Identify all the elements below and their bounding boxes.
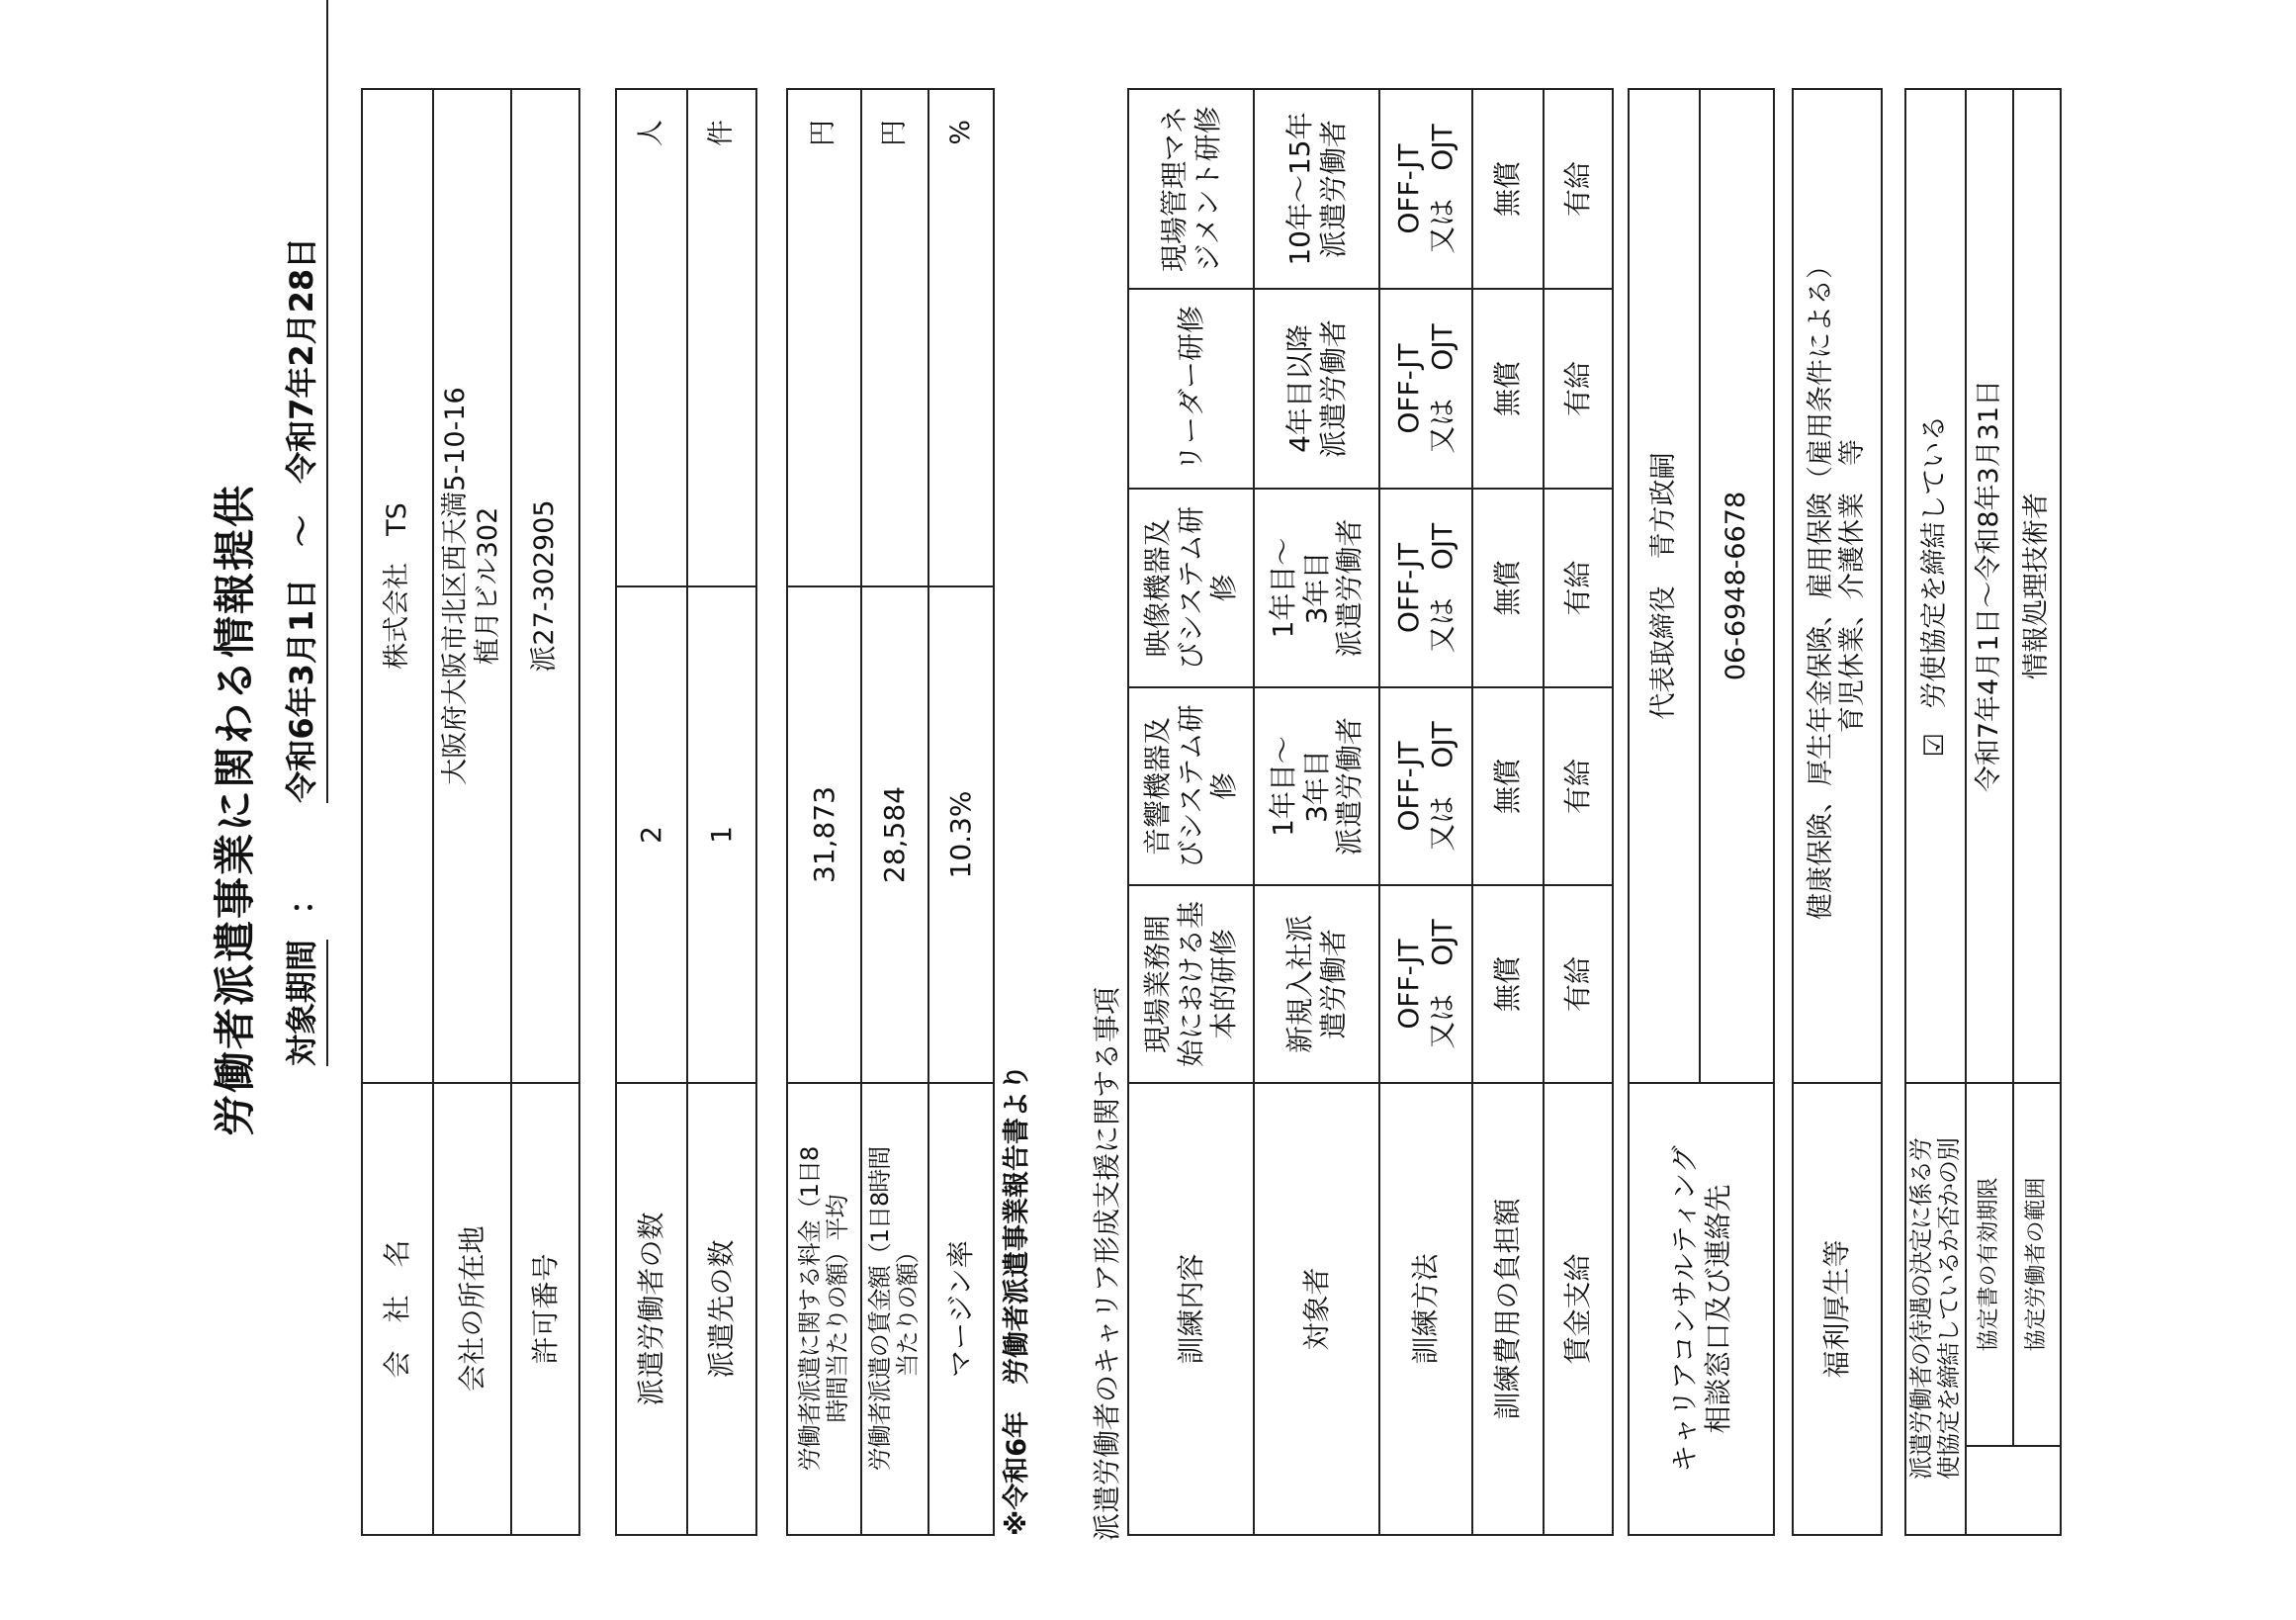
fee-row (787, 89, 861, 1535)
license-label: 許可番号 (511, 1083, 579, 1535)
client-count-row (687, 89, 756, 1535)
text-line: 音響機器及 (1141, 717, 1175, 856)
welfare-value (1793, 89, 1882, 1083)
margin-unit: % (928, 89, 994, 586)
career-cost-cell: 無償 (1472, 289, 1544, 489)
text-line: 現場管理マネ (1157, 106, 1191, 273)
fee-label-line-1: 労働者派遣に関する料金（1日8 (795, 1146, 824, 1472)
career-method-cell (1379, 687, 1472, 885)
agreement-label (1905, 1083, 1966, 1535)
career-cost-cell: 無償 (1472, 687, 1544, 885)
period-value: 令和6年3月1日 ～ 令和7年2月28日 (277, 0, 328, 803)
text-line: 派遣労働者 (1333, 717, 1367, 856)
career-method-cell (1379, 489, 1472, 687)
worker-count-label: 派遣労働者の数 (616, 1083, 687, 1535)
text-line: OFF-JT (1392, 143, 1426, 234)
consult-name-row (1629, 89, 1700, 1535)
margin-value: 10.3% (928, 586, 994, 1083)
text-line: 1年目～ (1267, 736, 1300, 837)
scope-row (2013, 89, 2061, 1535)
license-row (511, 89, 579, 1535)
text-line: 4年目以降 (1282, 324, 1316, 453)
text-line: 派遣労働者 (1316, 120, 1350, 259)
career-target-row (1254, 89, 1379, 1535)
text-line: 又は OJT (1426, 919, 1458, 1049)
text-line: 又は OJT (1426, 721, 1458, 852)
text-line: OFF-JT (1392, 741, 1426, 832)
agreement-table (1904, 88, 2062, 1536)
text-line: 3年目 (1299, 750, 1333, 823)
career-wage-row (1544, 89, 1613, 1535)
company-address-label: 会社の所在地 (433, 1083, 511, 1535)
agreement-label-line-1: 派遣労働者の待遇の決定に係る労 (1907, 1138, 1935, 1480)
career-method-cell (1379, 289, 1472, 489)
career-cost-row (1472, 89, 1544, 1535)
agreement-blank-cell (1966, 1446, 2061, 1535)
fees-table (786, 88, 995, 1536)
career-target-cell (1254, 289, 1379, 489)
career-cost-cell: 無償 (1472, 489, 1544, 687)
text-line: 又は OJT (1426, 323, 1458, 454)
career-wage-label: 賃金支給 (1544, 1083, 1613, 1535)
agreement-status: 労使協定を締結している (1919, 414, 1951, 709)
margin-label: マージン率 (928, 1083, 994, 1535)
text-line: 遣労働者 (1316, 929, 1350, 1040)
career-content-cell (1128, 289, 1254, 489)
margin-row (928, 89, 994, 1535)
company-address-row (433, 89, 511, 1535)
career-content-cell (1128, 89, 1254, 289)
text-line: OFF-JT (1392, 939, 1426, 1030)
career-content-label: 訓練内容 (1128, 1083, 1254, 1535)
welfare-value-line-1: 健康保険、厚生年金保険、雇用保険（雇用条件による） (1805, 252, 1836, 920)
scope-value: 情報処理技術者 (2013, 89, 2061, 1083)
text-line: 又は OJT (1426, 124, 1458, 254)
client-count-label: 派遣先の数 (687, 1083, 756, 1535)
wage-row (861, 89, 928, 1535)
company-address-value (433, 89, 511, 1083)
consult-label-line-1: キャリアコンサルティング (1667, 1145, 1701, 1473)
company-name-value: 株式会社 TS (362, 89, 433, 1083)
career-wage-cell: 有給 (1544, 289, 1613, 489)
company-table (361, 88, 580, 1536)
career-method-cell (1379, 89, 1472, 289)
text-line: 10年～15年 (1282, 112, 1316, 266)
consult-table (1628, 88, 1775, 1536)
source-note: ※令和6年 労働者派遣事業報告書より (1002, 1063, 1032, 1536)
career-target-label: 対象者 (1254, 1083, 1379, 1535)
agreement-row (1905, 89, 1966, 1535)
agreement-value (1905, 89, 1966, 1083)
text-line: 映像機器及 (1141, 518, 1175, 658)
agreement-label-line-2: 使協定を締結しているか否かの別 (1934, 1138, 1963, 1480)
career-target-cell (1254, 687, 1379, 885)
career-section-title: 派遣労働者のキャリア形成支援に関する事項 (1091, 986, 1123, 1541)
welfare-label: 福利厚生等 (1793, 1083, 1882, 1535)
fee-value: 31,873 (787, 586, 861, 1083)
career-wage-cell: 有給 (1544, 885, 1613, 1083)
welfare-value-line-2: 育児休業、介護休業 等 (1837, 439, 1868, 733)
worker-count-value: 2 (616, 586, 687, 1083)
text-line: 現場業務開 (1141, 915, 1175, 1054)
license-value: 派27-302905 (511, 89, 579, 1083)
validity-row (1966, 89, 2013, 1535)
career-content-row (1128, 89, 1254, 1535)
consult-name: 代表取締役 青方政嗣 (1629, 89, 1700, 1083)
wage-unit: 円 (861, 89, 928, 586)
career-wage-cell: 有給 (1544, 489, 1613, 687)
consult-label-line-2: 相談窓口及び連絡先 (1701, 1184, 1734, 1434)
wage-label (861, 1083, 928, 1535)
company-name-label: 会 社 名 (362, 1083, 433, 1535)
text-line: 本的研修 (1207, 929, 1241, 1040)
text-line: びシステム研 (1174, 704, 1207, 868)
welfare-table (1792, 88, 1883, 1536)
client-count-value: 1 (687, 586, 756, 1083)
career-method-row (1379, 89, 1472, 1535)
fee-label-line-2: 時間当たりの額）平均 (823, 1195, 851, 1423)
text-line: 又は OJT (1426, 522, 1458, 654)
checkbox-icon: ☑ (1919, 733, 1951, 758)
text-line: 始における基 (1174, 901, 1207, 1068)
wage-label-line-2: 当たりの額） (894, 1240, 922, 1378)
address-line-1: 大阪府大阪市北区西天満5-10-16 (440, 387, 472, 785)
period-colon: ： (283, 882, 320, 915)
target-period (277, 0, 328, 1066)
career-method-label: 訓練方法 (1379, 1083, 1472, 1535)
text-line: ジメント研修 (1191, 106, 1224, 272)
period-label: 対象期間 (277, 940, 328, 1066)
welfare-row (1793, 89, 1882, 1535)
validity-label: 協定書の有効期限 (1966, 1083, 2013, 1446)
document-title: 労働者派遣事業に関わる情報提供 (211, 484, 259, 1137)
text-line: 新規入社派 (1282, 915, 1316, 1054)
validity-value: 令和7年4月1日～令和8年3月31日 (1966, 89, 2013, 1083)
consult-phone: 06-6948-6678 (1700, 89, 1774, 1083)
career-target-cell (1254, 885, 1379, 1083)
wage-label-line-1: 労働者派遣の賃金額（1日8時間 (866, 1146, 895, 1472)
workers-table (615, 88, 757, 1536)
worker-count-row (616, 89, 687, 1535)
text-line: びシステム研 (1174, 505, 1207, 671)
text-line: 修 (1207, 772, 1241, 801)
text-line: 1年目～ (1267, 537, 1300, 639)
career-method-cell (1379, 885, 1472, 1083)
career-table (1127, 88, 1614, 1536)
text-line: 修 (1207, 574, 1241, 602)
career-cost-cell: 無償 (1472, 89, 1544, 289)
consult-label (1629, 1083, 1774, 1535)
fee-unit: 円 (787, 89, 861, 586)
career-cost-cell: 無償 (1472, 885, 1544, 1083)
career-content-cell (1128, 687, 1254, 885)
career-target-cell (1254, 489, 1379, 687)
text-line: OFF-JT (1392, 542, 1426, 634)
career-wage-cell: 有給 (1544, 89, 1613, 289)
career-cost-label: 訓練費用の負担額 (1472, 1083, 1544, 1535)
company-name-row (362, 89, 433, 1535)
text-line: 派遣労働者 (1333, 518, 1367, 658)
client-count-unit: 件 (687, 89, 756, 586)
text-line: 3年目 (1299, 551, 1333, 625)
career-target-cell (1254, 89, 1379, 289)
career-wage-cell: 有給 (1544, 687, 1613, 885)
text-line: OFF-JT (1392, 343, 1426, 434)
address-line-2: 植月ビル302 (472, 506, 503, 666)
career-content-cell (1128, 489, 1254, 687)
text-line: リーダー研修 (1174, 306, 1207, 473)
wage-value: 28,584 (861, 586, 928, 1083)
scope-label: 協定労働者の範囲 (2013, 1083, 2061, 1446)
career-content-cell (1128, 885, 1254, 1083)
text-line: 派遣労働者 (1316, 319, 1350, 459)
fee-label (787, 1083, 861, 1535)
worker-count-unit: 人 (616, 89, 687, 586)
